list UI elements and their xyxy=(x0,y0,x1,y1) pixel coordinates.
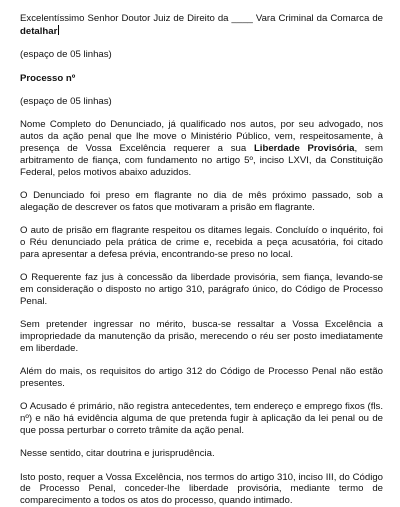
spacing-note-2: (espaço de 05 linhas) xyxy=(20,95,112,107)
body-paragraph-3: O Requerente faz jus à concessão da liberdade provisória, sem fiança, levando-se em consideração o disposto no artigo 310, parágrafo único, do Código de Processo Penal. xyxy=(20,272,383,307)
header-paragraph xyxy=(20,13,383,38)
body-paragraph-4: Sem pretender ingressar no mérito, busca-se ressaltar a Vossa Excelência a impropriedade da manutenção da prisão, merecendo o réu ser posto imediatamente em liberdade. xyxy=(20,319,383,354)
body-paragraph-5: Além do mais, os requisitos do artigo 312 do Código de Processo Penal não estão presentes. xyxy=(20,366,383,389)
intro-bold-text: Liberdade Provisória xyxy=(253,142,355,154)
process-label: Processo nº xyxy=(20,72,76,84)
body-paragraph-2: O auto de prisão em flagrante respeitou os ditames legais. Concluído o inquérito, foi o Réu denunciado pela prática de crime e, recebida a peça acusatória, foi citado para apresentar a defesa prévia, encontrando-se preso no local. xyxy=(20,225,383,260)
body-paragraph-6: O Acusado é primário, não registra antecedentes, tem endereço e emprego fixos (fls. nº) e não há evidência alguma de que pretenda fugir à aplicação da lei penal ou de que possa perturbar o correto trâmite da ação penal. xyxy=(20,401,383,436)
header-bold-text: detalhar xyxy=(20,25,58,37)
body-paragraph-8: Isto posto, requer a Vossa Excelência, nos termos do artigo 310, inciso III, do Código de Processo Penal, conceder-lhe liberdade provisória, mediante termo de comparecimento a todos os atos do processo, quando intimado. xyxy=(20,471,383,507)
intro-paragraph xyxy=(20,119,383,178)
intro-text-1: Nome Completo do Denunciado, já qualificado nos autos, por seu advogado, nos autos da ação penal que lhe move o Ministério Público, vem, respeitosamente, à presença de Vossa Excelência requerer a sua xyxy=(20,119,383,154)
intro-text-2: , sem arbitramento de fiança, com fundamento no artigo 5º, inciso LXVI, da Constituição Federal, pelos motivos abaixo aduzidos. xyxy=(20,142,383,178)
body-paragraph-1: O Denunciado foi preso em flagrante no dia de mês próximo passado, sob a alegação de descrever os fatos que motivaram a prisão em flagrante. xyxy=(20,189,383,213)
spacing-note-1: (espaço de 05 linhas) xyxy=(20,49,112,61)
body-paragraph-7: Nesse sentido, citar doutrina e jurisprudência. xyxy=(20,448,215,460)
text-cursor xyxy=(58,25,59,35)
header-text: Excelentíssimo Senhor Doutor Juiz de Direito da ____ Vara Criminal da Comarca de xyxy=(20,13,383,24)
